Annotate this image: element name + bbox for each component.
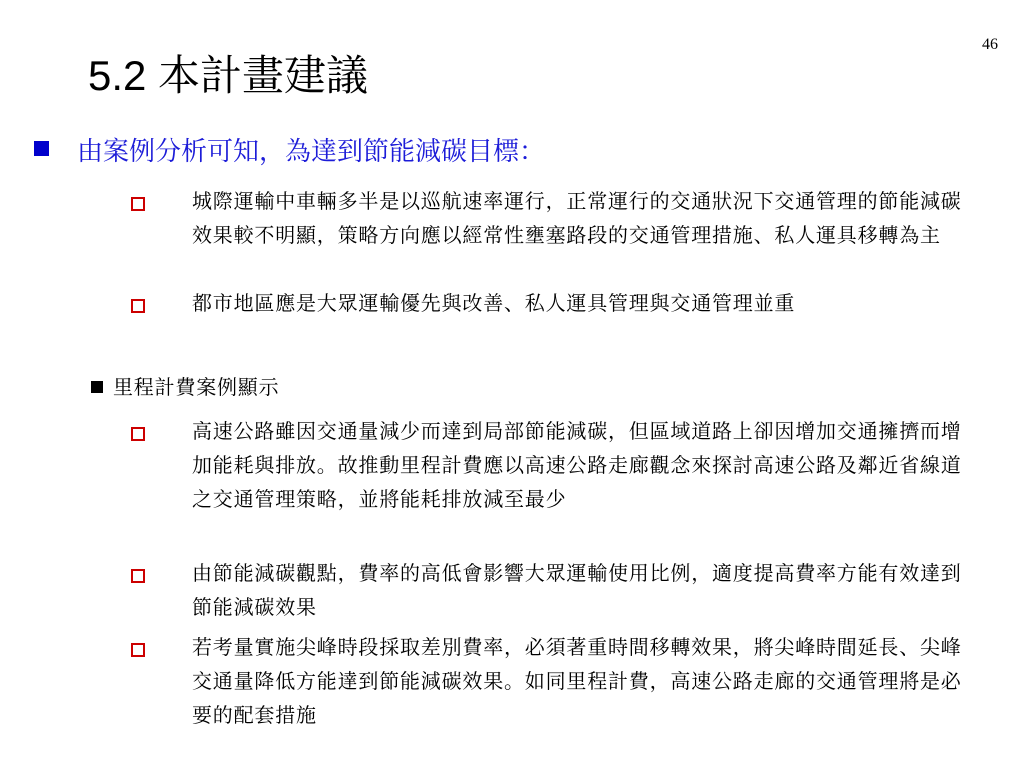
main-heading-text: 由案例分析可知，為達到節能減碳目標： bbox=[77, 137, 546, 167]
square-bullet-icon bbox=[91, 381, 103, 393]
hollow-square-bullet-icon bbox=[131, 299, 145, 313]
slide-title: 5.2 本計畫建議 bbox=[88, 52, 369, 99]
list-item: 若考量實施尖峰時段採取差別費率，必須著重時間移轉效果，將尖峰時間延長、尖峰交通量降低方能達到節能減碳效果。如同里程計費，高速公路走廊的交通管理將是必要的配套措施 bbox=[192, 635, 962, 727]
subheading bbox=[91, 370, 279, 404]
list-item: 都市地區應是大眾運輸優先與改善、私人運具管理與交通管理並重 bbox=[192, 291, 796, 315]
main-heading bbox=[34, 132, 545, 172]
hollow-square-bullet-icon bbox=[131, 643, 145, 657]
square-bullet-icon bbox=[34, 141, 49, 156]
hollow-square-bullet-icon bbox=[131, 569, 145, 583]
hollow-square-bullet-icon bbox=[131, 197, 145, 211]
page-number: 46 bbox=[982, 36, 998, 53]
list-item: 城際運輸中車輛多半是以巡航速率運行，正常運行的交通狀況下交通管理的節能減碳效果較不明顯，策略方向應以經常性壅塞路段的交通管理措施、私人運具移轉為主 bbox=[192, 189, 962, 247]
list-item: 高速公路雖因交通量減少而達到局部節能減碳，但區域道路上卻因增加交通擁擠而增加能耗與排放。故推動里程計費應以高速公路走廊觀念來探討高速公路及鄰近省線道之交通管理策略，並將能耗排放減至最少 bbox=[192, 419, 962, 511]
subheading-text: 里程計費案例顯示 bbox=[113, 375, 280, 399]
hollow-square-bullet-icon bbox=[131, 427, 145, 441]
list-item: 由節能減碳觀點，費率的高低會影響大眾運輸使用比例，適度提高費率方能有效達到節能減碳效果 bbox=[192, 561, 962, 619]
